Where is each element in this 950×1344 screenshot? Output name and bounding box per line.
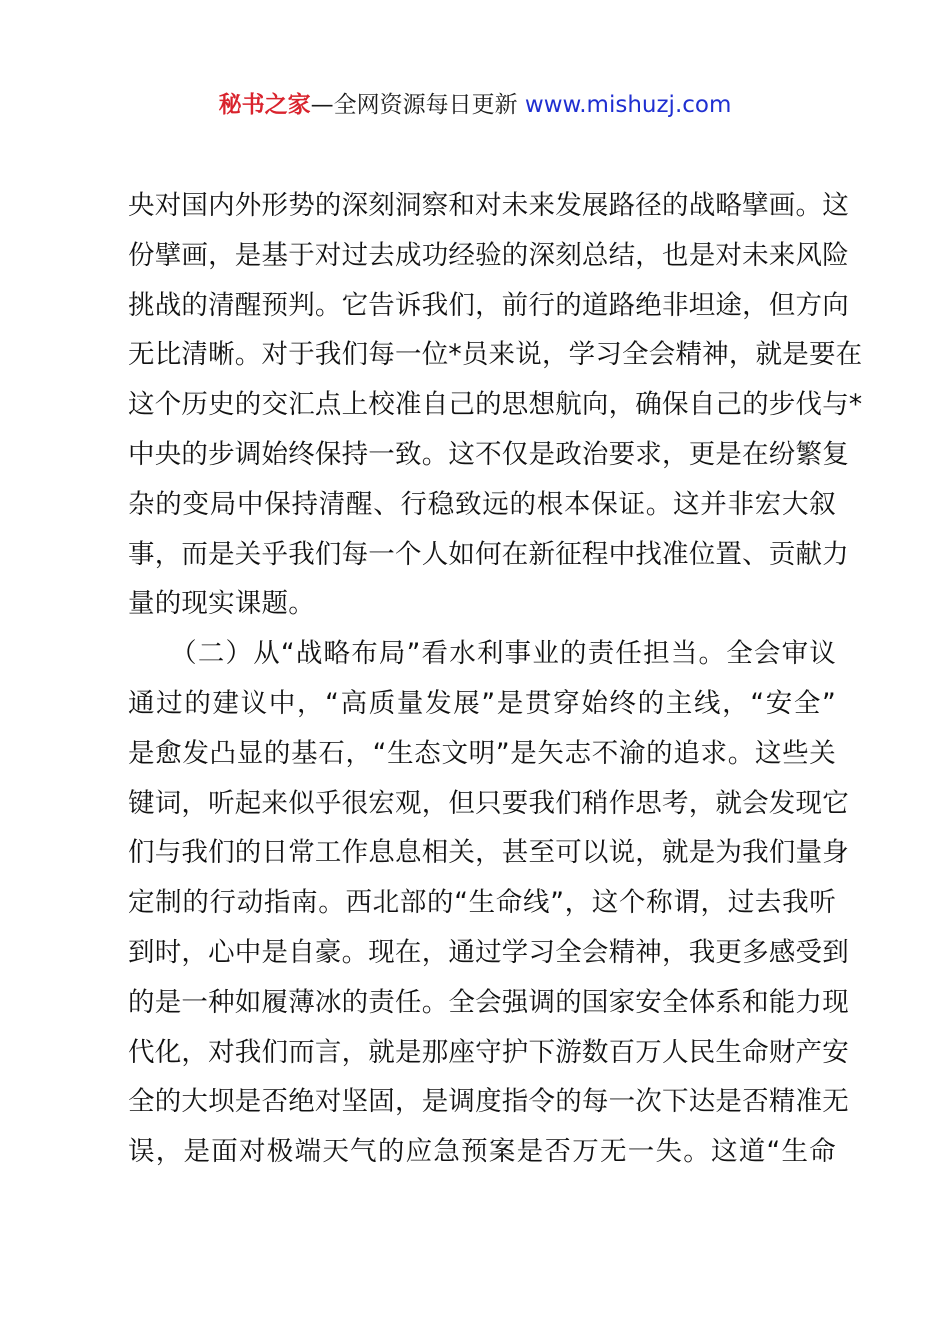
text-line: 通过的建议中，“高质量发展”是贯穿始终的主线，“安全” (128, 687, 836, 719)
text-line: 全的大坝是否绝对坚固，是调度指令的每一次下达是否精准无 (128, 1086, 849, 1118)
text-line: 误，是面对极端天气的应急预案是否万无一失。这道“生命 (128, 1136, 836, 1168)
text-line: 事，而是关乎我们每一个人如何在新征程中找准位置、贡献力 (128, 538, 849, 570)
brand-name: 秘书之家 (218, 92, 311, 118)
text-line: 到时，心中是自豪。现在，通过学习全会精神，我更多感受到 (128, 936, 849, 968)
text-line: 挑战的清醒预判。它告诉我们，前行的道路绝非坦途，但方向 (128, 289, 849, 321)
text-line: 的是一种如履薄冰的责任。全会强调的国家安全体系和能力现 (128, 986, 849, 1018)
text-line: 们与我们的日常工作息息相关，甚至可以说，就是为我们量身 (128, 837, 849, 869)
text-line: 这个历史的交汇点上校准自己的思想航向，确保自己的步伐与* (128, 389, 863, 421)
text-line: 代化，对我们而言，就是那座守护下游数百万人民生命财产安 (128, 1036, 849, 1068)
section-heading-line: （二）从“战略布局”看水利事业的责任担当。全会审议 (128, 638, 836, 670)
text-line: 中央的步调始终保持一致。这不仅是政治要求，更是在纷繁复 (128, 438, 849, 470)
text-line: 是愈发凸显的基石，“生态文明”是矢志不渝的追求。这些关 (128, 737, 836, 769)
site-header (0, 88, 950, 122)
text-line: 定制的行动指南。西北部的“生命线”，这个称谓，过去我听 (128, 887, 836, 919)
text-line: 杂的变局中保持清醒、行稳致远的根本保证。这并非宏大叙 (128, 488, 836, 520)
site-url-link[interactable]: www.mishuzj.com (524, 92, 732, 118)
text-line: 无比清晰。对于我们每一位*员来说，学习全会精神，就是要在 (128, 339, 863, 371)
text-line: 键词，听起来似乎很宏观，但只要我们稍作思考，就会发现它 (128, 787, 849, 819)
text-line: 央对国内外形势的深刻洞察和对未来发展路径的战略擘画。这 (128, 190, 849, 221)
paragraph-end-line: 量的现实课题。 (128, 588, 315, 620)
document-body (128, 181, 863, 1177)
text-line: 份擘画，是基于对过去成功经验的深刻总结，也是对未来风险 (128, 239, 849, 271)
header-tagline: —全网资源每日更新 (310, 92, 525, 118)
